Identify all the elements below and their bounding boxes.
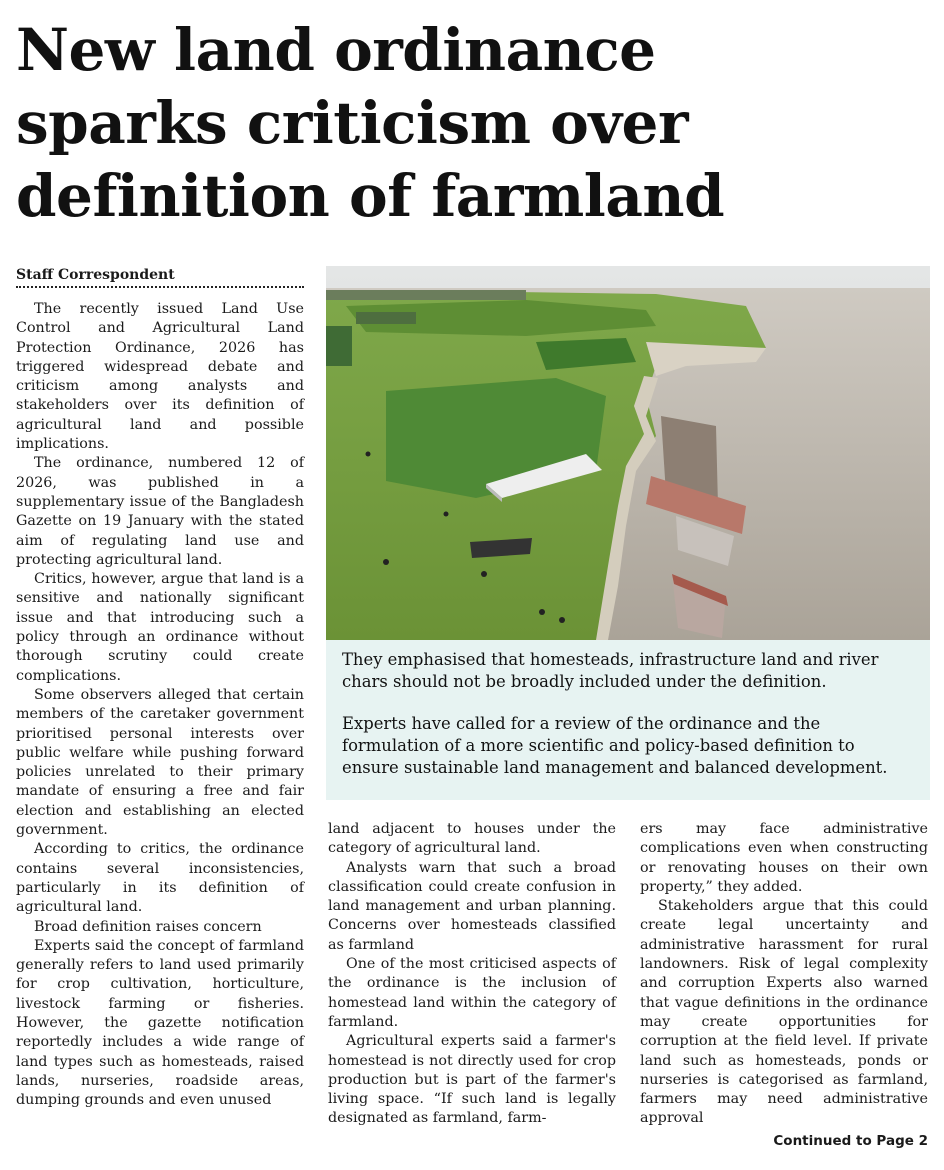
pull-quote-text: They emphasised that homesteads, infrastructure land and river chars should not be broadly included under the definition. [342, 650, 879, 691]
paragraph: Agricultural experts said a farmer's homestead is not directly used for crop production but is part of the farmer's living space. “If such land is legally designated as farmland, farm- [328, 1033, 616, 1127]
paragraph: Some observers alleged that certain members of the caretaker government prioritised personal interests over public welfare while pushing forward policies unrelated to their primary mandate of ensuring a free and fair election and establishing an elected government. [16, 686, 304, 839]
paragraph: According to critics, the ordinance contains several inconsistencies, particularly in its definition of agricultural land. [16, 841, 304, 916]
headline [16, 14, 936, 233]
pull-quote [326, 640, 930, 800]
paragraph: Analysts warn that such a broad classification could create confusion in land management and urban planning. Concerns over homesteads classified as farmland [328, 859, 616, 953]
pull-quote-text: Experts have called for a review of the ordinance and the formulation of a more scientific and policy-based definition to ensure sustainable land management and balanced development. [342, 714, 888, 777]
aerial-farmland-river-image [326, 266, 930, 640]
headline-line: sparks criticism over [16, 89, 689, 157]
paragraph: Critics, however, argue that land is a sensitive and nationally significant issue and that introducing such a policy through an ordinance without thorough scrutiny could create complications. [16, 571, 304, 684]
headline-line: definition of farmland [16, 162, 725, 230]
continued-link[interactable]: Continued to Page 2 [773, 1133, 928, 1149]
paragraph: One of the most criticised aspects of the ordinance is the inclusion of homestead land within the category of farmland. [328, 956, 616, 1030]
headline-line: New land ordinance [16, 16, 656, 84]
paragraph: ers may face administrative complications even when constructing or renovating houses on their own property,” they added. [640, 821, 928, 895]
paragraph: land adjacent to houses under the category of agricultural land. [328, 821, 616, 857]
subheading: Broad definition raises concern [34, 918, 262, 935]
article-column-3 [640, 820, 928, 1129]
byline: Staff Correspondent [16, 267, 304, 288]
article-column-1 [16, 300, 304, 1110]
paragraph: The ordinance, numbered 12 of 2026, was published in a supplementary issue of the Bangladesh Gazette on 19 January with the stated aim of regulating land use and protecting agricultural land. [16, 455, 304, 568]
paragraph: The recently issued Land Use Control and Agricultural Land Protection Ordinance, 2026 has triggered widespread debate and criticism among analysts and stakeholders over its definition of agricultural land and possible implications. [16, 301, 304, 453]
paragraph: Experts said the concept of farmland generally refers to land used primarily for crop cultivation, horticulture, livestock farming or fisheries. However, the gazette notification reportedly includes a wide range of land types such as homesteads, raised lands, nurseries, roadside areas, dumping grounds and even unused [16, 937, 304, 1109]
paragraph: Stakeholders argue that this could create legal uncertainty and administrative harassment for rural landowners. Risk of legal complexity and corruption Experts also warned that vague definitions in the ordinance may create opportunities for corruption at the field level. If private land such as homesteads, ponds or nurseries is categorised as farmland, farmers may need administrative approval [640, 898, 928, 1127]
article-photo [326, 266, 930, 640]
article-column-2 [328, 820, 616, 1129]
